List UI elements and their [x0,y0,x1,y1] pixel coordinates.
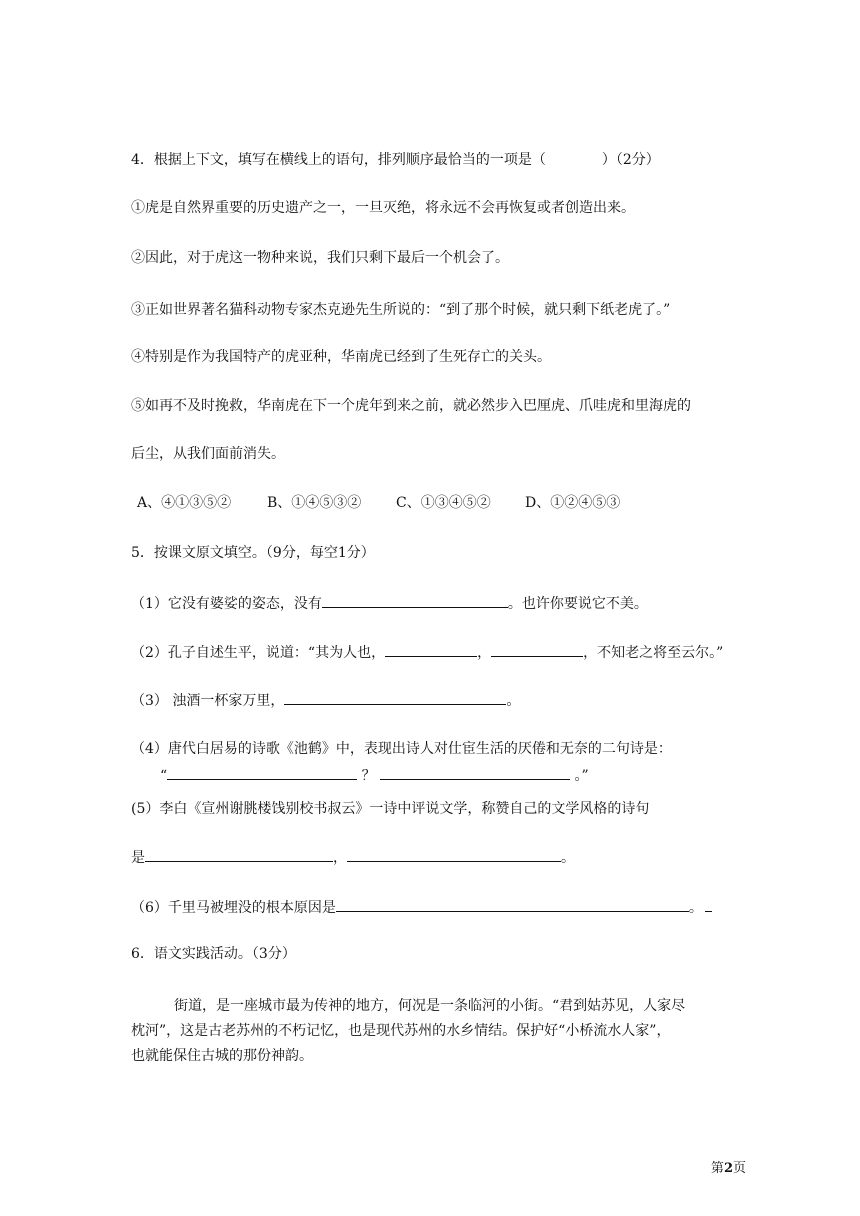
q5-item-6-tail: 。 [688,900,703,916]
q4-option-a: A、④①③⑤② [137,495,232,511]
q5-stem: 5．按课文原文填空。（9分，每空1分） [131,545,375,561]
q5-item-6 [131,896,712,918]
q4-sentence-2: ②因此，对于虎这一物种来说，我们只剩下最后一个机会了。 [131,250,509,266]
q5-item-2-tail: ，不知老之将至云尔。” [583,645,724,661]
q6-paragraph-line-3: 也就能保住古城的那份神韵。 [131,1048,313,1064]
page-number-footer [711,1157,746,1176]
answer-blank[interactable] [347,846,561,862]
q5-item-3-text: （3） 浊酒一杯家万里， [131,693,285,709]
q5-item-4: （4）唐代白居易的诗歌《池鹤》中，表现出诗人对仕宦生活的厌倦和无奈的二句诗是： [131,741,672,757]
q5-item-2-text: （2）孔子自述生平，说道：“其为人也， [131,645,386,661]
q5-item-5-comma: ， [333,850,347,866]
answer-blank[interactable] [336,896,689,912]
answer-blank[interactable] [380,764,570,780]
q4-option-b: B、①④⑤③② [267,495,362,511]
q5-item-5-lead: 是 [131,850,145,866]
answer-blank[interactable] [322,592,508,608]
q4-option-d: D、①②④⑤③ [525,495,621,511]
q4-stem: 4．根据上下文，填写在横线上的语句，排列顺序最恰当的一项是（ ）（2分） [131,152,660,168]
q6-paragraph-line-2: 枕河”，这是古老苏州的不朽记忆，也是现代苏州的水乡情结。保护好“小桥流水人家”， [131,1023,671,1039]
q6-paragraph-line-1: 街道，是一座城市最为传神的地方，何况是一条临河的小街。“君到姑苏见，人家尽 [174,998,686,1014]
q5-item-4-question-mark: ？ [361,768,376,784]
q5-item-6-text: （6）千里马被埋没的根本原因是 [131,900,336,916]
trailing-underline [705,896,712,912]
q5-item-2 [131,641,723,663]
q4-option-c: C、①③④⑤② [396,495,491,511]
q4-sentence-5-cont: 后尘，从我们面前消失。 [131,446,285,462]
answer-blank[interactable] [167,764,357,780]
q5-item-4-answers [160,764,589,786]
q5-item-4-open-quote: “ [160,768,168,784]
q5-item-1-text: （1）它没有婆娑的姿态，没有 [131,596,322,612]
page-suffix: 页 [732,1161,746,1176]
q5-item-3 [131,689,520,711]
q5-item-1-tail: 。也许你要说它不美。 [507,596,648,612]
answer-blank[interactable] [284,689,506,705]
page-prefix: 第 [710,1161,724,1176]
q4-sentence-5: ⑤如再不及时挽救，华南虎在下一个虎年到来之前，就必然步入巴厘虎、爪哇虎和里海虎的 [131,398,691,414]
q5-item-4-close-quote: 。” [574,768,589,784]
q5-item-3-tail: 。 [506,693,521,709]
answer-blank[interactable] [145,846,333,862]
q4-sentence-4: ④特别是作为我国特产的虎亚种，华南虎已经到了生死存亡的关头。 [131,349,551,365]
q5-item-5-tail: 。 [561,850,575,866]
q4-sentence-1: ①虎是自然界重要的历史遗产之一，一旦灭绝，将永远不会再恢复或者创造出来。 [131,200,635,216]
answer-blank[interactable] [385,641,477,657]
q5-item-1 [131,592,648,614]
q4-sentence-3: ③正如世界著名猫科动物专家杰克逊先生所说的：“到了那个时候，就只剩下纸老虎了。” [131,302,671,318]
q5-item-5-answers [131,846,575,868]
q5-item-2-comma: ， [477,645,492,661]
q5-item-5: (5）李白《宣州谢朓楼饯别校书叔云》一诗中评说文学，称赞自己的文学风格的诗句 [131,801,650,817]
answer-blank[interactable] [491,641,583,657]
page-number: 2 [723,1161,733,1176]
q6-stem: 6．语文实践活动。（3分） [131,946,296,962]
